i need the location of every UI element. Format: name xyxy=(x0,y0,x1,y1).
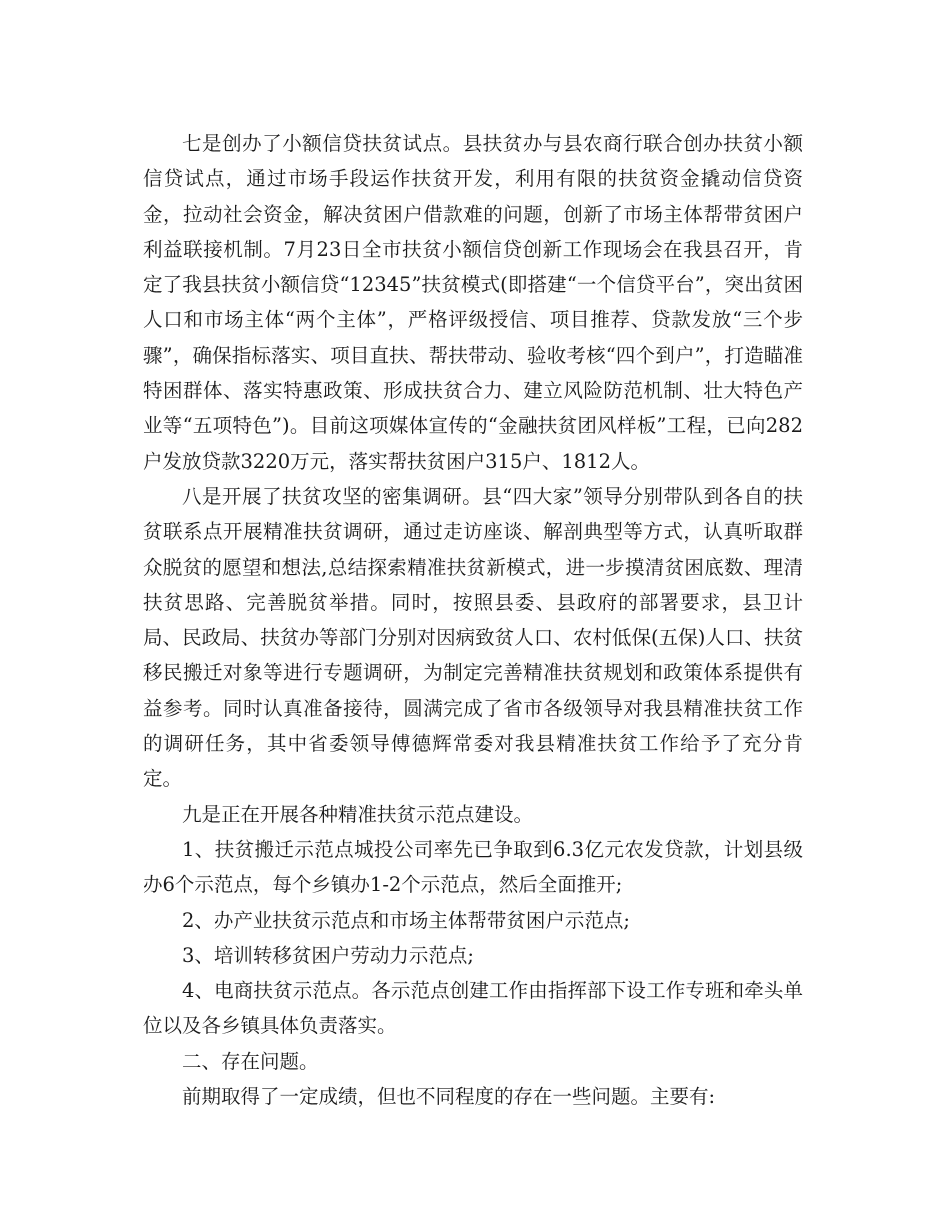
paragraph-problems-intro: 前期取得了一定成绩，但也不同程度的存在一些问题。主要有: xyxy=(182,1085,716,1109)
paragraph-intensive-research: 八是开展了扶贫攻坚的密集调研。县“四大家”领导分别带队到各自的扶贫联系点开展精准扶贫调研，通过走访座谈、解剖典型等方式，认真听取群众脱贫的愿望和想法,总结探索精准扶贫新模式，进一步摸清贫困底数、理清扶贫思路、完善脱贫举措。同时，按照县委、县政府的部署要求，县卫计局、民政局、扶贫办等部门分别对因病致贫人口、农村低保(五保)人口、扶贫移民搬迁对象等进行专题调研，为制定完善精准扶贫规划和政策体系提供有益参考。同时认真准备接待，圆满完成了省市各级领导对我县精准扶贫工作的调研任务，其中省委领导傅德辉常委对我县精准扶贫工作给予了充分肯定。 xyxy=(143,484,803,791)
document-body xyxy=(143,126,803,1114)
list-item-industry-site: 2、办产业扶贫示范点和市场主体帮带贫困户示范点; xyxy=(182,908,630,932)
paragraph-microcredit-pilot: 七是创办了小额信贷扶贫试点。县扶贫办与县农商行联合创办扶贫小额信贷试点，通过市场手段运作扶贫开发，利用有限的扶贫资金撬动信贷资金，拉动社会资金，解决贫困户借款难的问题，创新了市场主体帮带贫困户利益联接机制。7月23日全市扶贫小额信贷创新工作现场会在我县召开，肯定了我县扶贫小额信贷“12345”扶贫模式(即搭建“一个信贷平台”，突出贫困人口和市场主体“两个主体”，严格评级授信、项目推荐、贷款发放“三个步骤”，确保指标落实、项目直扶、帮扶带动、验收考核“四个到户”，打造瞄准特困群体、落实特惠政策、形成扶贫合力、建立风险防范机制、壮大特色产业等“五项特色”)。目前这项媒体宣传的“金融扶贫团风样板”工程，已向282户发放贷款3220万元，落实帮扶贫困户315户、1812人。 xyxy=(143,132,803,473)
list-item-labor-training-site: 3、培训转移贫困户劳动力示范点; xyxy=(182,943,474,967)
section-heading-problems: 二、存在问题。 xyxy=(182,1049,319,1073)
list-item-relocation-site: 1、扶贫搬迁示范点城投公司率先已争取到6.3亿元农发贷款，计划县级办6个示范点，每个乡镇办1-2个示范点，然后全面推开; xyxy=(143,837,803,897)
list-item-ecommerce-site: 4、电商扶贫示范点。各示范点创建工作由指挥部下设工作专班和牵头单位以及各乡镇具体负责落实。 xyxy=(143,979,803,1038)
paragraph-demonstration-sites: 九是正在开展各种精准扶贫示范点建设。 xyxy=(182,802,534,826)
